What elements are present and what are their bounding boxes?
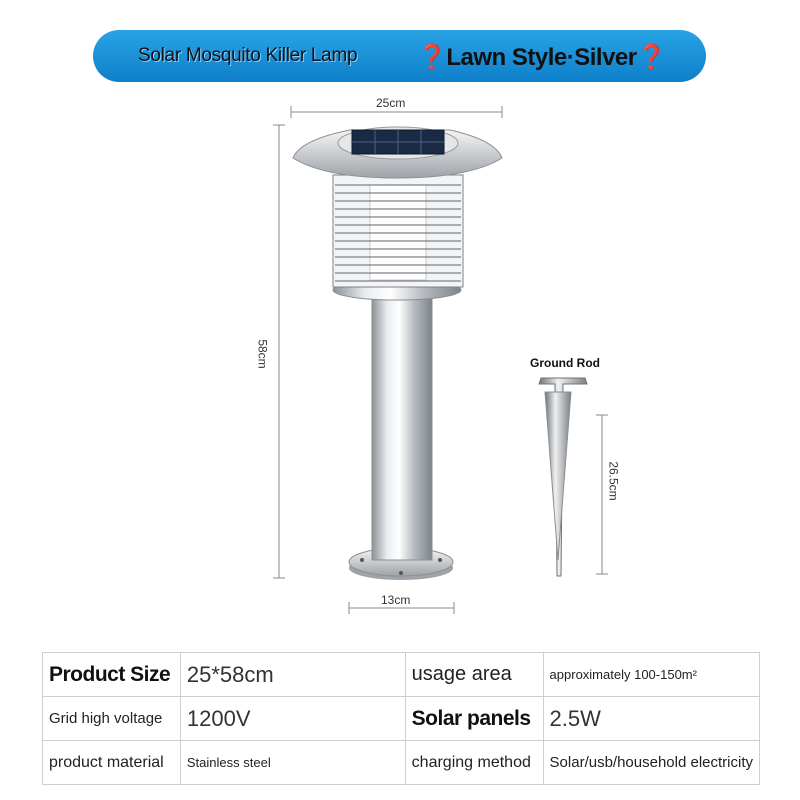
voltage-label: Grid high voltage xyxy=(49,709,163,727)
material-value: Stainless steel xyxy=(186,754,271,770)
product-title: Solar Mosquito Killer Lamp xyxy=(138,45,358,66)
spec-label xyxy=(405,653,543,697)
spec-value xyxy=(543,697,759,741)
charging-label: charging method xyxy=(411,753,531,771)
height-dimension xyxy=(273,125,285,578)
table-row xyxy=(43,653,760,697)
product-size-value: 25*58cm xyxy=(186,661,274,687)
table-row xyxy=(43,697,760,741)
width-label: 25cm xyxy=(376,96,406,110)
product-size-label: Product Size xyxy=(49,662,171,686)
spec-value xyxy=(180,741,405,785)
spec-value xyxy=(543,653,759,697)
spec-label xyxy=(43,741,181,785)
spec-value xyxy=(180,697,405,741)
spec-table xyxy=(42,652,760,785)
product-style: ❓Lawn Style·Silver❓ xyxy=(417,44,667,71)
solar-panels-label: Solar panels xyxy=(411,706,531,730)
spec-label xyxy=(405,697,543,741)
spec-label xyxy=(405,741,543,785)
ground-rod-illustration xyxy=(539,378,587,576)
ground-rod-label: Ground Rod xyxy=(530,356,600,370)
lamp-illustration xyxy=(293,127,502,580)
spec-label xyxy=(43,653,181,697)
height-label: 58cm xyxy=(255,339,270,369)
spec-label xyxy=(43,697,181,741)
table-row xyxy=(43,741,760,785)
rod-length-label: 26.5cm xyxy=(606,461,621,501)
voltage-value: 1200V xyxy=(186,705,251,731)
charging-value: Solar/usb/household electricity xyxy=(549,753,753,771)
spec-value xyxy=(543,741,759,785)
material-label: product material xyxy=(49,753,164,771)
usage-area-value: approximately 100-150m² xyxy=(549,666,697,682)
spec-value xyxy=(180,653,405,697)
solar-panels-value: 2.5W xyxy=(549,705,601,731)
base-label: 13cm xyxy=(381,593,411,607)
usage-area-label: usage area xyxy=(411,663,512,685)
